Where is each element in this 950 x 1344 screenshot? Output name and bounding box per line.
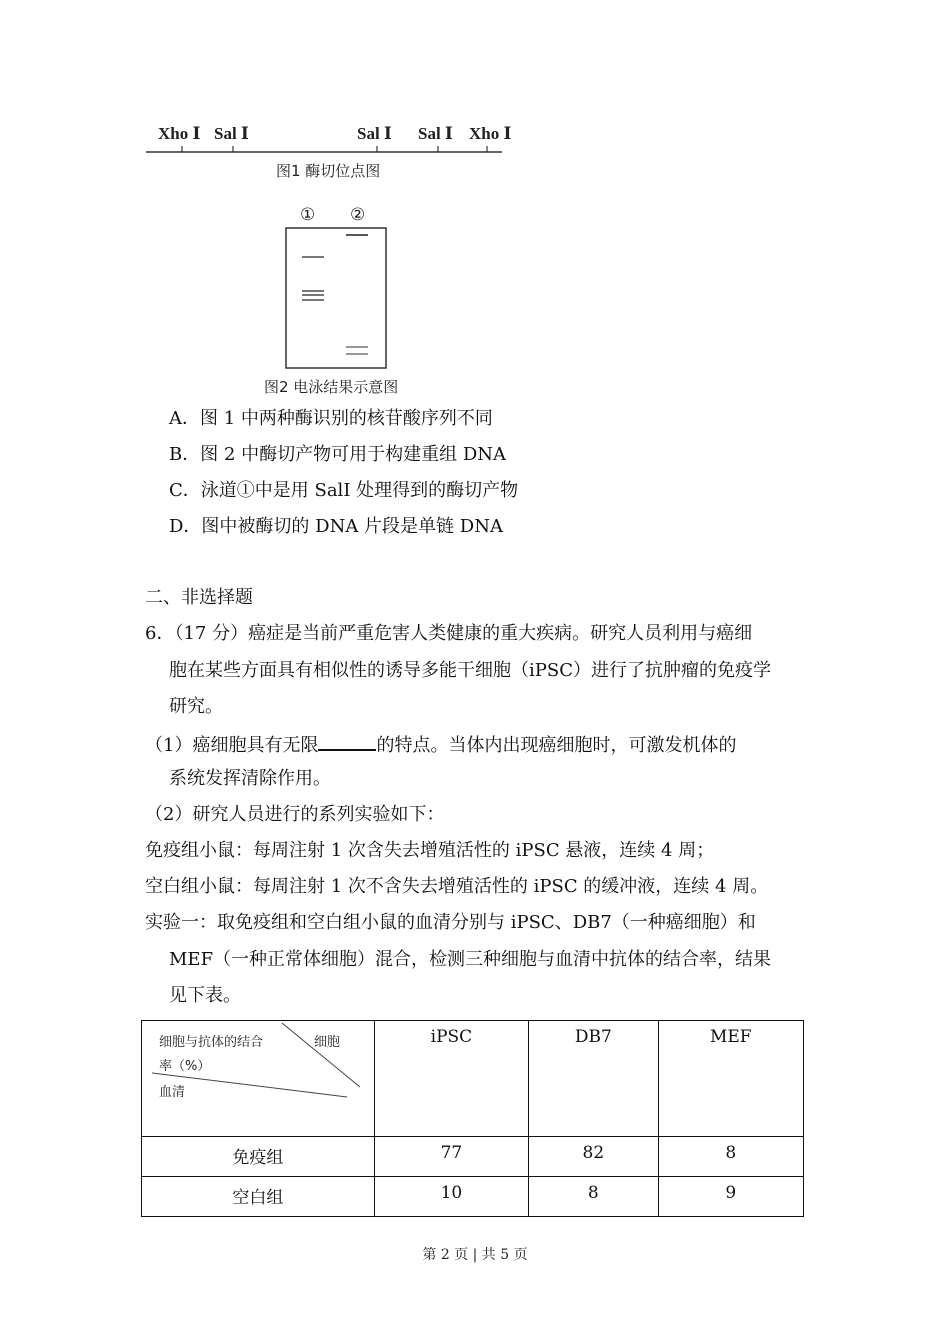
- site-label: Sal Ⅰ: [357, 124, 392, 143]
- site-label: Sal Ⅰ: [214, 124, 249, 143]
- diag-label-top: 细胞与抗体的结合: [159, 1035, 264, 1050]
- table-row: [142, 1177, 804, 1217]
- gel-diagram: [280, 222, 392, 374]
- question-text: 胞在某些方面具有相似性的诱导多能干细胞（iPSC）进行了抗肿瘤的免疫学: [169, 660, 771, 681]
- diagonal-header-cell: [142, 1021, 375, 1137]
- table-cell: 82: [529, 1137, 658, 1177]
- table-row: [142, 1137, 804, 1177]
- answer-blank: [318, 731, 376, 751]
- diag-label-right: 细胞: [314, 1035, 341, 1050]
- blank-group-desc: 空白组小鼠：每周注射 1 次不含失去增殖活性的 iPSC 的缓冲液，连续 4 周。: [145, 876, 769, 897]
- option-b: B．图 2 中酶切产物可用于构建重组 DNA: [169, 444, 507, 465]
- diag-label-middle: 率（%）: [159, 1059, 211, 1074]
- sub-question-1-text: （1）癌细胞具有无限: [145, 735, 319, 756]
- question-text: 研究。: [169, 696, 223, 717]
- table-cell: 8: [658, 1137, 803, 1177]
- diag-label-bottom: 血清: [159, 1085, 186, 1100]
- option-a: A．图 1 中两种酶识别的核苷酸序列不同: [169, 408, 493, 429]
- column-header: MEF: [658, 1021, 803, 1137]
- dna-map-line: [140, 140, 520, 160]
- experiment-1-text: MEF（一种正常体细胞）混合，检测三种细胞与血清中抗体的结合率，结果: [169, 949, 772, 970]
- site-label: Xho Ⅰ: [469, 124, 512, 143]
- option-c: C．泳道①中是用 SalI 处理得到的酶切产物: [169, 480, 519, 501]
- immune-group-desc: 免疫组小鼠：每周注射 1 次含失去增殖活性的 iPSC 悬液，连续 4 周；: [145, 840, 715, 861]
- figure-2-caption: 图2 电泳结果示意图: [264, 378, 399, 396]
- results-table: [141, 1020, 804, 1217]
- experiment-1-text: 实验一：取免疫组和空白组小鼠的血清分别与 iPSC、DB7（一种癌细胞）和: [145, 912, 756, 933]
- column-header: DB7: [529, 1021, 658, 1137]
- experiment-1-text: 见下表。: [169, 985, 241, 1006]
- sub-question-1-text: 的特点。当体内出现癌细胞时，可激发机体的: [376, 735, 737, 756]
- table-cell: 8: [529, 1177, 658, 1217]
- site-label: Sal Ⅰ: [418, 124, 453, 143]
- figure-1-caption: 图1 酶切位点图: [276, 162, 381, 180]
- table-header-row: [142, 1021, 804, 1137]
- column-header: iPSC: [374, 1021, 528, 1137]
- sub-question-2: （2）研究人员进行的系列实验如下：: [145, 804, 445, 825]
- table-cell: 77: [374, 1137, 528, 1177]
- page-footer: 第 2 页 | 共 5 页: [422, 1247, 528, 1263]
- section-title: 二、非选择题: [145, 587, 253, 608]
- lane-label-1: ①: [300, 205, 316, 225]
- question-text: 6．（17 分）癌症是当前严重危害人类健康的重大疾病。研究人员利用与癌细: [145, 623, 753, 644]
- table-cell: 9: [658, 1177, 803, 1217]
- question-text: 系统发挥清除作用。: [169, 768, 331, 789]
- sub-question-1: [145, 731, 736, 758]
- row-label: 免疫组: [142, 1137, 375, 1177]
- row-label: 空白组: [142, 1177, 375, 1217]
- site-label: Xho Ⅰ: [158, 124, 201, 143]
- lane-label-2: ②: [350, 205, 366, 225]
- table-cell: 10: [374, 1177, 528, 1217]
- option-d: D．图中被酶切的 DNA 片段是单链 DNA: [169, 516, 503, 537]
